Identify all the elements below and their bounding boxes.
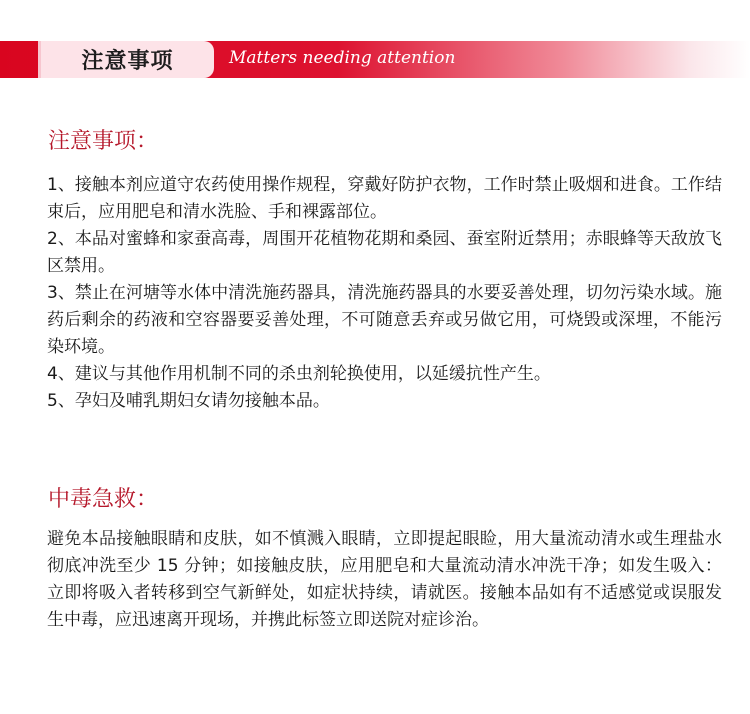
precaution-item-3: 3、禁止在河塘等水体中清洗施药器具，清洗施药器具的水要妥善处理，切勿污染水域。施药后剩余的药液和空容器要妥善处理，不可随意丢弃或另做它用，可烧毁或深埋，不能污染环境。: [47, 283, 722, 357]
section-banner: [0, 41, 750, 78]
first-aid-heading: 中毒急救：: [48, 487, 159, 512]
precaution-item-2: 2、本品对蜜蜂和家蚕高毒，周围开花植物花期和桑园、蚕室附近禁用；赤眼蜂等天敌放飞区禁用。: [47, 229, 722, 276]
first-aid-text: 避免本品接触眼睛和皮肤，如不慎溅入眼睛，立即提起眼睑，用大量流动清水或生理盐水彻底冲洗至少 15 分钟；如接触皮肤，应用肥皂和大量流动清水冲洗干净；如发生吸入：立即将吸入者转移到空气新鲜处，如症状持续，请就医。接触本品如有不适感觉或误服发生中毒，应迅速离开现场，并携此标签立即送院对症诊治。: [47, 529, 722, 630]
precautions-heading: 注意事项：: [48, 129, 159, 154]
precaution-item-1: 1、接触本剂应道守农药使用操作规程，穿戴好防护衣物，工作时禁止吸烟和进食。工作结束后，应用肥皂和清水洗脸、手和裸露部位。: [47, 175, 722, 222]
banner-title-en: Matters needing attention: [229, 48, 456, 68]
banner-title-pill: [38, 41, 214, 78]
precaution-item-5: 5、孕妇及哺乳期妇女请勿接触本品。: [47, 391, 330, 411]
precaution-item-4: 4、建议与其他作用机制不同的杀虫剂轮换使用，以延缓抗性产生。: [47, 364, 551, 384]
first-aid-text-block: [47, 526, 722, 634]
banner-title-cn: 注意事项: [81, 49, 174, 74]
precautions-list: [47, 172, 722, 415]
